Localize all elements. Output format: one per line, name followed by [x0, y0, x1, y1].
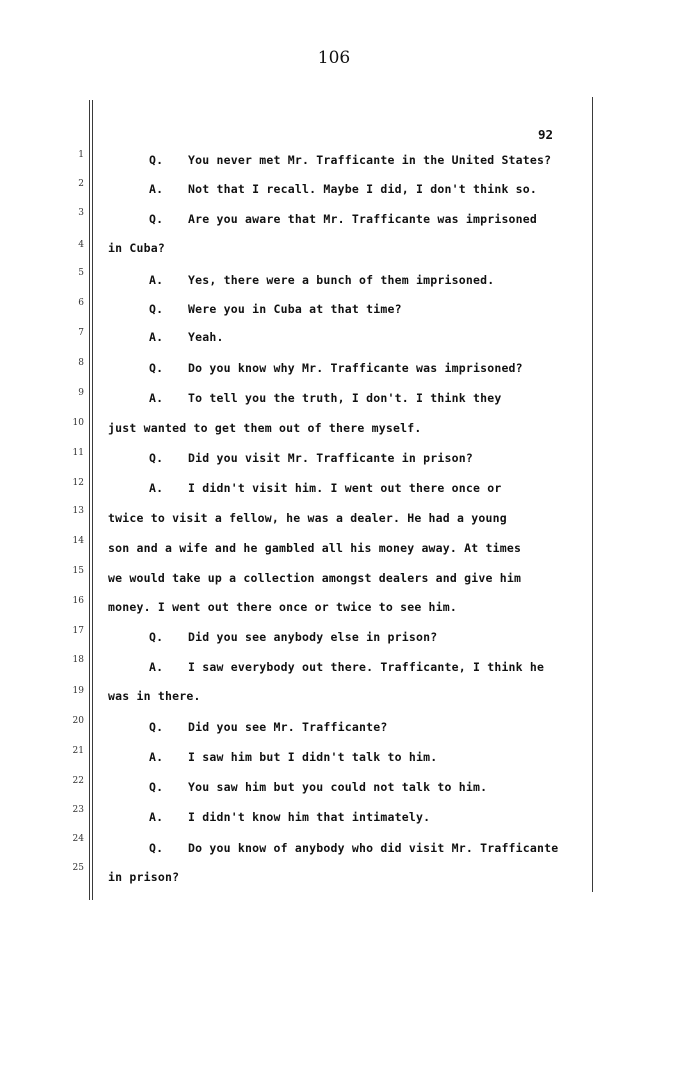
transcript-line: Did you visit Mr. Trafficante in prison?: [188, 451, 473, 465]
speaker-marker: Q.: [149, 212, 164, 226]
transcript-line: I saw him but I didn't talk to him.: [188, 750, 438, 764]
transcript-line: Did you see anybody else in prison?: [188, 630, 438, 644]
speaker-marker: A.: [149, 330, 164, 344]
speaker-marker: Q.: [149, 780, 164, 794]
line-number: 19: [72, 686, 84, 696]
line-number: 20: [72, 716, 84, 726]
transcript-line: I saw everybody out there. Trafficante, I think he: [188, 660, 545, 674]
speaker-marker: A.: [149, 481, 164, 495]
transcript-line: was in there.: [108, 689, 201, 703]
transcript-line: Are you aware that Mr. Trafficante was imprisoned: [188, 212, 538, 226]
speaker-marker: A.: [149, 391, 164, 405]
line-number: 15: [72, 566, 84, 576]
transcript-line: Not that I recall. Maybe I did, I don't think so.: [188, 182, 538, 196]
line-number: 12: [72, 478, 84, 488]
left-margin-rule: [89, 100, 90, 900]
line-number: 11: [72, 448, 84, 458]
transcript-page-number: 92: [538, 127, 554, 142]
speaker-marker: A.: [149, 182, 164, 196]
transcript-line: in prison?: [108, 870, 180, 884]
transcript-line: Do you know of anybody who did visit Mr. Trafficante: [188, 841, 559, 855]
transcript-line: Yes, there were a bunch of them imprisoned.: [188, 273, 495, 287]
transcript-line: in Cuba?: [108, 241, 165, 255]
transcript-line: Did you see Mr. Trafficante?: [188, 720, 388, 734]
line-number: 6: [78, 298, 84, 308]
line-number: 24: [72, 834, 84, 844]
transcript-line: Yeah.: [188, 330, 224, 344]
line-number: 25: [72, 863, 84, 873]
transcript-line: Were you in Cuba at that time?: [188, 302, 402, 316]
line-number: 17: [72, 626, 84, 636]
line-number: 10: [72, 418, 84, 428]
line-number: 4: [78, 240, 84, 250]
line-number: 9: [78, 388, 84, 398]
speaker-marker: Q.: [149, 630, 164, 644]
transcript-line: Do you know why Mr. Trafficante was imprisoned?: [188, 361, 523, 375]
speaker-marker: Q.: [149, 720, 164, 734]
transcript-line: You saw him but you could not talk to him.: [188, 780, 488, 794]
line-number: 1: [78, 150, 84, 160]
speaker-marker: A.: [149, 750, 164, 764]
line-number: 3: [78, 208, 84, 218]
transcript-line: money. I went out there once or twice to see him.: [108, 600, 458, 614]
transcript-line: we would take up a collection amongst dealers and give him: [108, 571, 522, 585]
transcript-line: I didn't visit him. I went out there once or: [188, 481, 502, 495]
speaker-marker: Q.: [149, 451, 164, 465]
speaker-marker: Q.: [149, 302, 164, 316]
transcript-line: You never met Mr. Trafficante in the United States?: [188, 153, 552, 167]
line-number: 22: [72, 776, 84, 786]
speaker-marker: A.: [149, 660, 164, 674]
transcript-line: son and a wife and he gambled all his money away. At times: [108, 541, 522, 555]
line-number: 18: [72, 655, 84, 665]
transcript-line: twice to visit a fellow, he was a dealer. He had a young: [108, 511, 507, 525]
line-number: 2: [78, 179, 84, 189]
line-number: 7: [78, 328, 84, 338]
transcript-line: I didn't know him that intimately.: [188, 810, 431, 824]
speaker-marker: A.: [149, 810, 164, 824]
speaker-marker: A.: [149, 273, 164, 287]
line-number: 5: [78, 268, 84, 278]
left-margin-rule-inner: [92, 100, 93, 900]
line-number: 16: [72, 596, 84, 606]
line-number: 14: [72, 536, 84, 546]
line-number: 21: [72, 746, 84, 756]
line-number: 23: [72, 805, 84, 815]
page-number: 106: [317, 48, 351, 68]
speaker-marker: Q.: [149, 841, 164, 855]
line-number: 8: [78, 358, 84, 368]
right-margin-rule: [592, 97, 593, 892]
speaker-marker: Q.: [149, 361, 164, 375]
line-number: 13: [72, 506, 84, 516]
transcript-line: To tell you the truth, I don't. I think they: [188, 391, 502, 405]
speaker-marker: Q.: [149, 153, 164, 167]
transcript-line: just wanted to get them out of there myself.: [108, 421, 422, 435]
